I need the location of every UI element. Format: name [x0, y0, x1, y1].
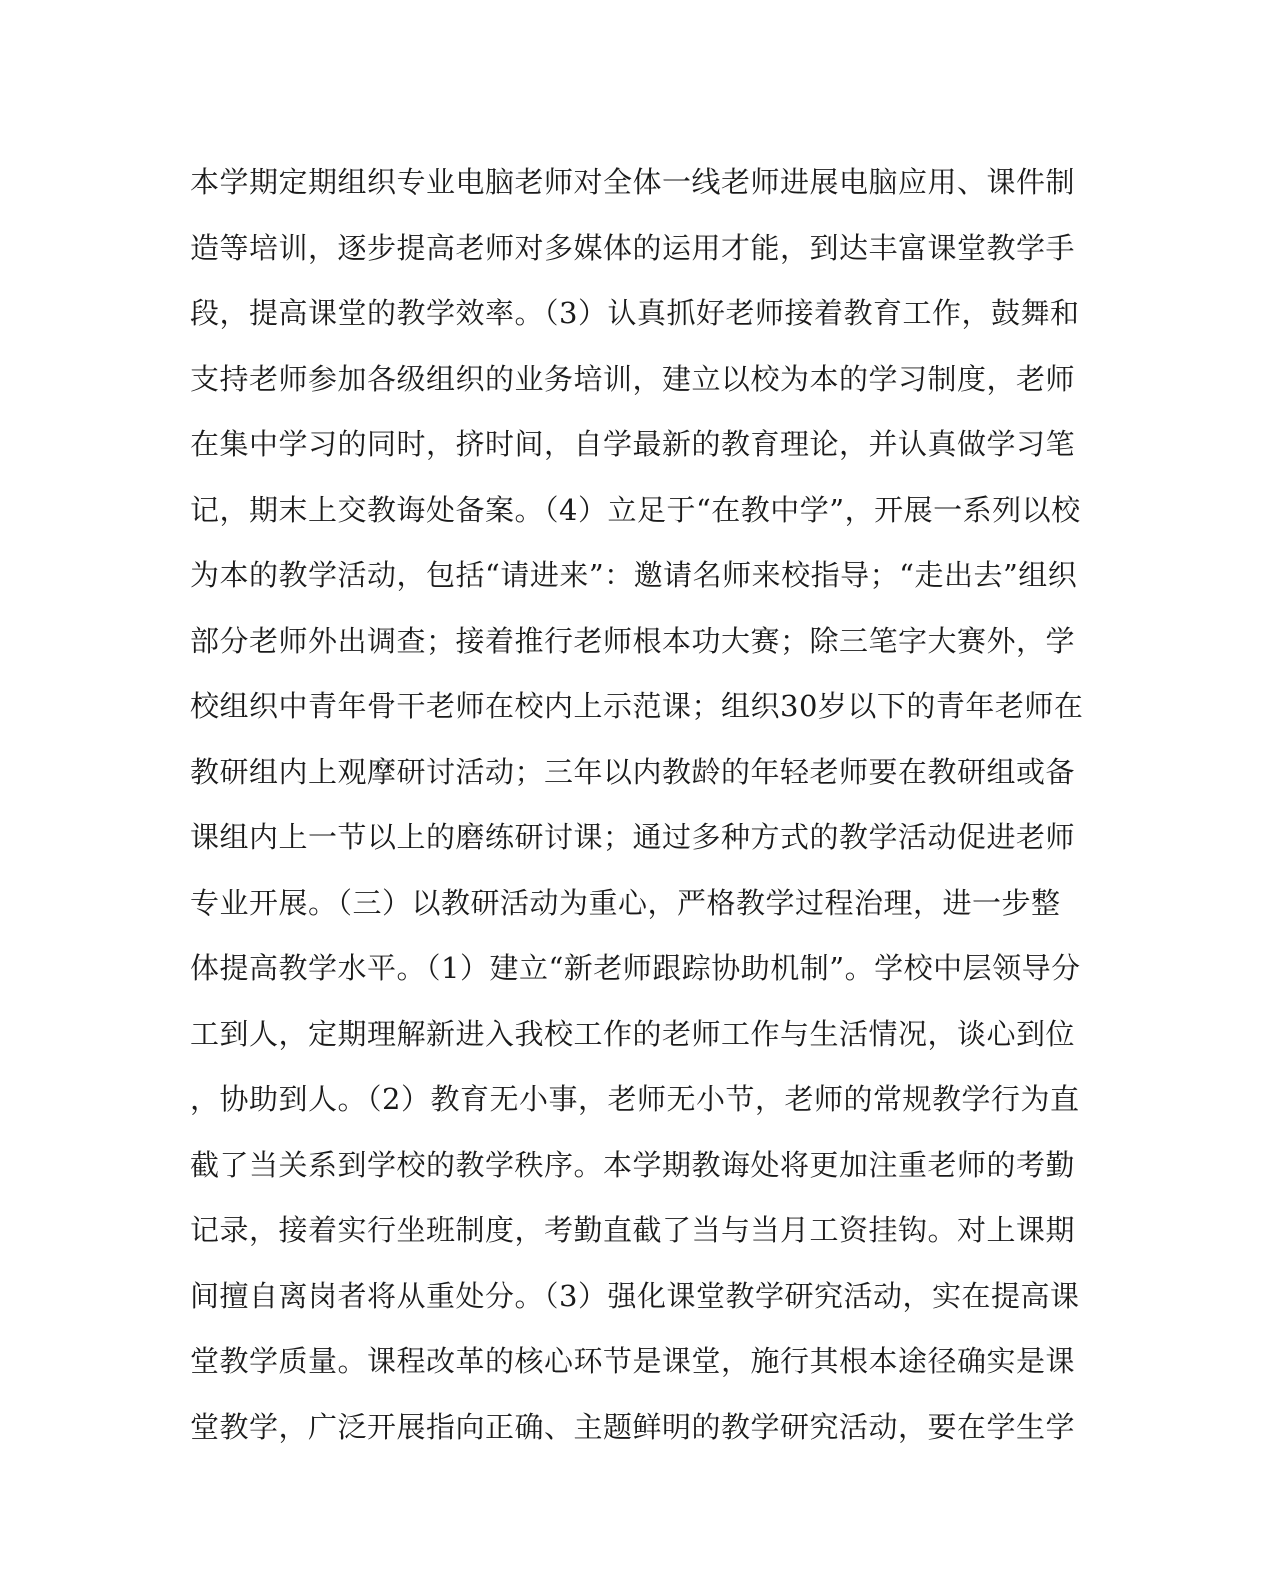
text-line: 部分老师外出调查；接着推行老师根本功大赛；除三笔字大赛外，学	[190, 623, 1076, 658]
text-line: ，协助到人。（2）教育无小事，老师无小节，老师的常规教学行为直	[190, 1082, 1080, 1116]
text-line: 段，提高课堂的教学效率。（3）认真抓好老师接着教育工作，鼓舞和	[190, 296, 1080, 330]
text-line: 专业开展。（三）以教研活动为重心，严格教学过程治理，进一步整	[190, 885, 1061, 920]
text-line: 造等培训，逐步提高老师对多媒体的运用才能，到达丰富课堂教学手	[190, 230, 1076, 265]
body-text	[190, 150, 1084, 1460]
text-line: 为本的教学活动，包括“请进来”：邀请名师来校指导；“走出去”组织	[190, 558, 1078, 592]
text-line: 堂教学，广泛开展指向正确、主题鲜明的教学研究活动，要在学生学	[190, 1409, 1076, 1444]
text-line: 堂教学质量。课程改革的核心环节是课堂，施行其根本途径确实是课	[190, 1344, 1076, 1378]
text-line: 本学期定期组织专业电脑老师对全体一线老师进展电脑应用、课件制	[190, 165, 1076, 199]
text-line: 课组内上一节以上的磨练研讨课；通过多种方式的教学活动促进老师	[190, 820, 1076, 854]
text-line: 体提高教学水平。（1）建立“新老师跟踪协助机制”。学校中层领导分	[190, 951, 1081, 985]
text-line: 记，期末上交教诲处备案。（4）立足于“在教中学”，开展一系列以校	[190, 492, 1081, 527]
text-line: 记录，接着实行坐班制度，考勤直截了当与当月工资挂钩。对上课期	[190, 1213, 1076, 1247]
text-line: 工到人，定期理解新进入我校工作的老师工作与生活情况，谈心到位	[190, 1016, 1076, 1051]
text-line: 间擅自离岗者将从重处分。（3）强化课堂教学研究活动，实在提高课	[190, 1278, 1080, 1313]
text-line: 校组织中青年骨干老师在校内上示范课；组织30岁以下的青年老师在	[190, 689, 1084, 723]
text-line: 在集中学习的同时，挤时间，自学最新的教育理论，并认真做学习笔	[190, 427, 1076, 461]
text-line: 支持老师参加各级组织的业务培训，建立以校为本的学习制度，老师	[190, 361, 1076, 396]
text-line: 截了当关系到学校的教学秩序。本学期教诲处将更加注重老师的考勤	[190, 1147, 1076, 1182]
text-line: 教研组内上观摩研讨活动；三年以内教龄的年轻老师要在教研组或备	[190, 754, 1076, 789]
